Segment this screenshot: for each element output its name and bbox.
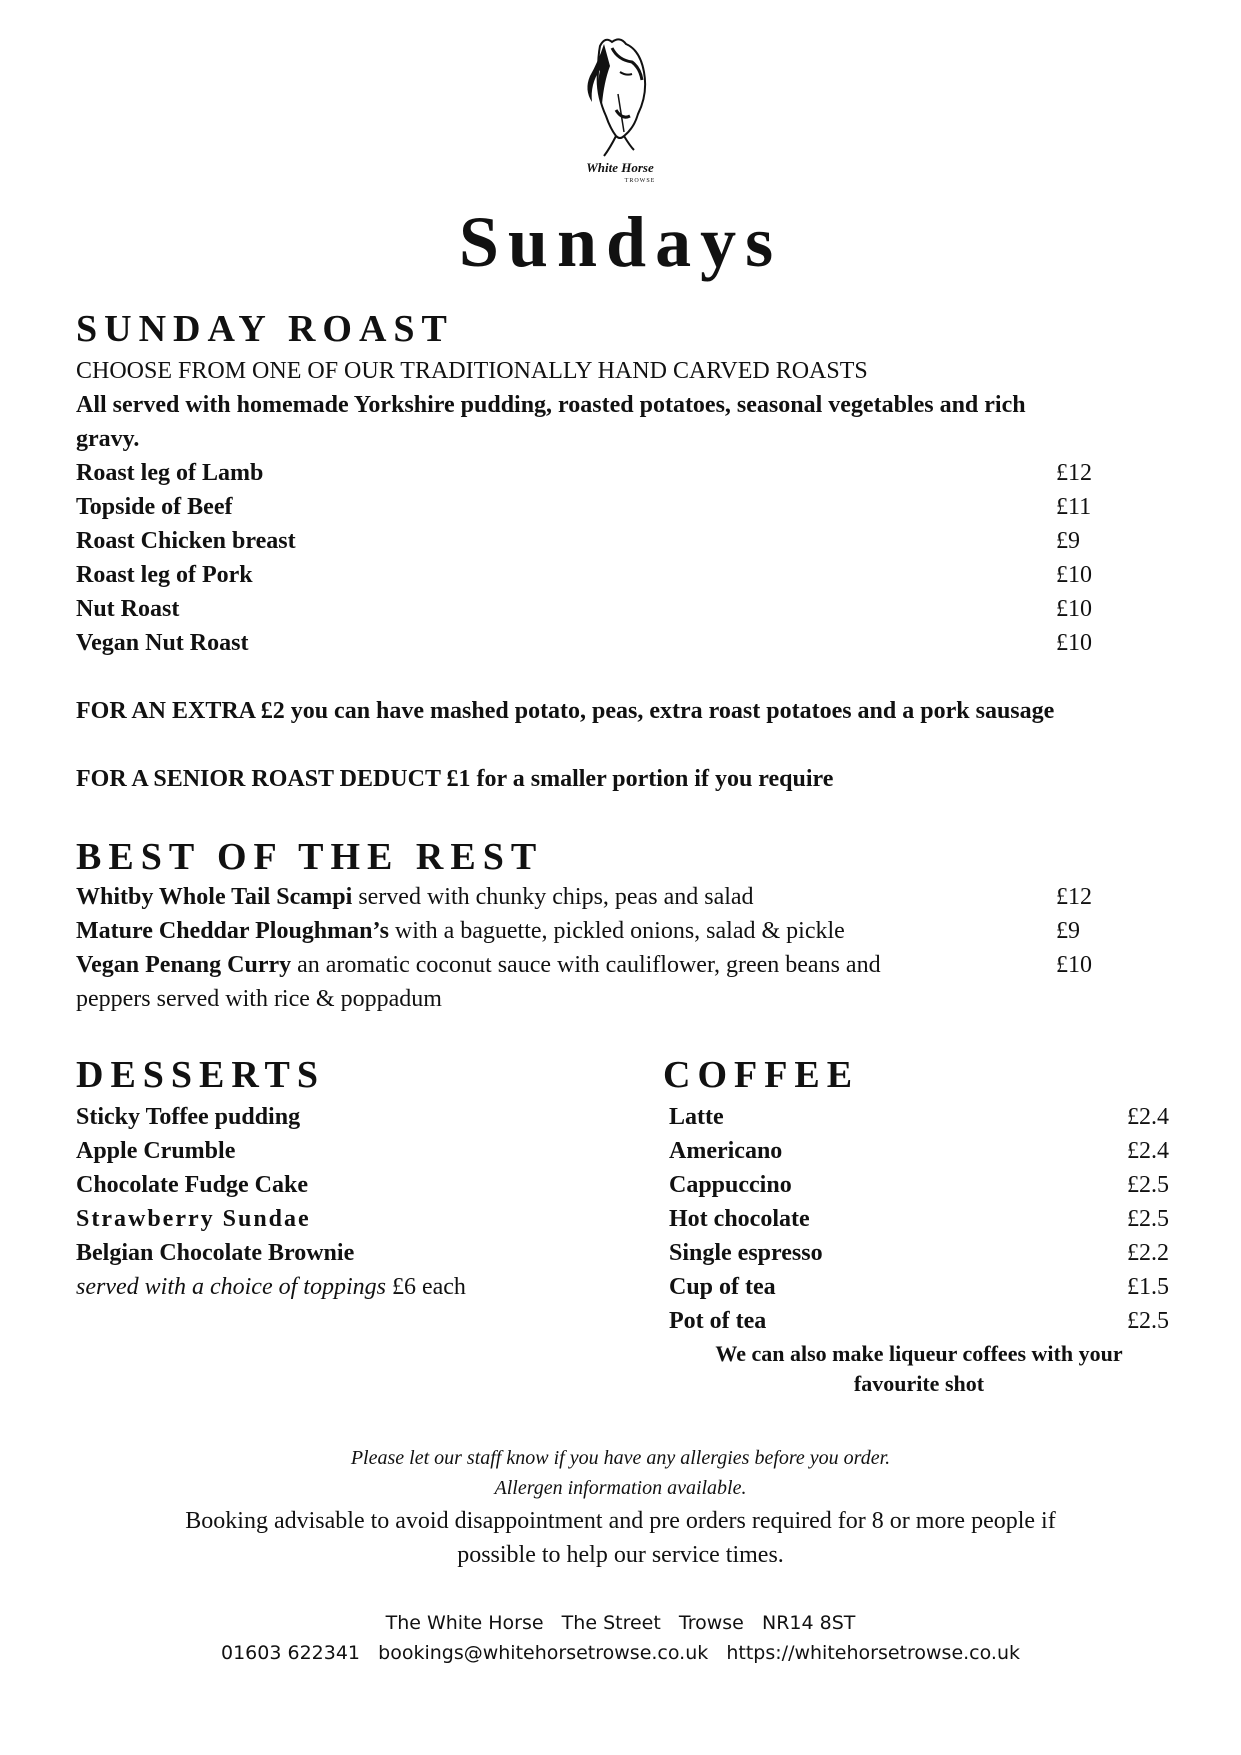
rest-item-name: Vegan Penang Curry [76, 952, 292, 978]
roast-item [76, 456, 1096, 490]
coffee-item-price: £2.5 [1127, 1206, 1169, 1232]
coffee-item [669, 1202, 1169, 1236]
coffee-item-price: £1.5 [1127, 1274, 1169, 1300]
coffee-note-line-1: We can also make liqueur coffees with your [715, 1341, 1123, 1366]
coffee-item-price: £2.2 [1127, 1240, 1169, 1266]
coffee-item [669, 1168, 1169, 1202]
roast-item [76, 524, 1096, 558]
roast-subheading: CHOOSE FROM ONE OF OUR TRADITIONALLY HAND CARVED ROASTS [76, 358, 868, 384]
coffee-item [669, 1236, 1169, 1270]
coffee-heading: COFFEE [663, 1054, 860, 1096]
roast-item [76, 490, 1096, 524]
roast-desc-1: All served with homemade Yorkshire pudding, roasted potatoes, seasonal vegetables and rich [76, 392, 1026, 418]
rest-item-desc: with a baguette, pickled onions, salad & pickle [388, 918, 845, 944]
coffee-item-price: £2.5 [1127, 1172, 1169, 1198]
coffee-item-name: Single espresso [669, 1240, 823, 1266]
coffee-item [669, 1100, 1169, 1134]
dessert-item: Strawberry Sundae [76, 1206, 311, 1232]
coffee-item-name: Cup of tea [669, 1274, 776, 1300]
allergy-line-2: Allergen information available. [494, 1477, 747, 1499]
rest-item-name: Mature Cheddar Ploughman’s [76, 918, 389, 944]
allergy-line-1: Please let our staff know if you have any allergies before you order. [350, 1447, 891, 1469]
rest-item [76, 948, 1096, 982]
logo-name: White Horse [586, 160, 654, 175]
page-title: Sundays [458, 202, 783, 282]
coffee-item-name: Cappuccino [669, 1172, 792, 1198]
dessert-note [76, 1270, 466, 1304]
coffee-item-name: Pot of tea [669, 1308, 767, 1334]
rest-item-name: Whitby Whole Tail Scampi [76, 884, 353, 910]
horse-head-icon [560, 32, 680, 172]
roast-extra-note: FOR AN EXTRA £2 you can have mashed potato, peas, extra roast potatoes and a pork sausage [76, 698, 1055, 724]
logo [560, 32, 680, 192]
rest-item [76, 880, 1096, 914]
dessert-item: Belgian Chocolate Brownie [76, 1240, 355, 1266]
roast-item-name: Roast Chicken breast [76, 528, 296, 554]
dessert-item: Apple Crumble [76, 1138, 236, 1164]
coffee-item-price: £2.4 [1127, 1138, 1169, 1164]
roast-senior-note: FOR A SENIOR ROAST DEDUCT £1 for a smaller portion if you require [76, 766, 834, 792]
roast-item-price: £11 [1056, 494, 1092, 520]
rest-item-price: £9 [1056, 918, 1080, 944]
coffee-item-price: £2.4 [1127, 1104, 1169, 1130]
roast-desc-2: gravy. [76, 426, 140, 452]
rest-item-price: £10 [1056, 952, 1092, 978]
roast-item [76, 626, 1096, 660]
coffee-note [669, 1339, 1169, 1399]
coffee-item [669, 1304, 1169, 1338]
booking-note [0, 1504, 1241, 1572]
coffee-note-line-2: favourite shot [853, 1371, 985, 1396]
booking-line-2: possible to help our service times. [457, 1542, 784, 1568]
roast-item [76, 592, 1096, 626]
coffee-item-name: Americano [669, 1138, 783, 1164]
roast-item-name: Nut Roast [76, 596, 180, 622]
roast-item-price: £12 [1056, 460, 1092, 486]
rest-item-desc-cont: peppers served with rice & poppadum [76, 986, 442, 1012]
logo-sub: TROWSE [624, 178, 656, 184]
coffee-item [669, 1270, 1169, 1304]
rest-item [76, 914, 1096, 948]
roast-item-name: Roast leg of Lamb [76, 460, 264, 486]
dessert-item: Chocolate Fudge Cake [76, 1172, 308, 1198]
sunday-roast-heading: SUNDAY ROAST [76, 308, 454, 350]
coffee-item [669, 1134, 1169, 1168]
allergy-note [0, 1443, 1241, 1503]
roast-item-price: £10 [1056, 596, 1092, 622]
roast-item-price: £10 [1056, 630, 1092, 656]
roast-item [76, 558, 1096, 592]
rest-item-desc: served with chunky chips, peas and salad [352, 884, 754, 910]
footer-address: The White Horse The Street Trowse NR14 8ST [385, 1612, 856, 1634]
rest-item-price: £12 [1056, 884, 1092, 910]
roast-item-name: Vegan Nut Roast [76, 630, 249, 656]
roast-item-price: £10 [1056, 562, 1092, 588]
dessert-note-text: served with a choice of toppings [76, 1274, 386, 1300]
best-of-rest-heading: BEST OF THE REST [76, 836, 544, 878]
coffee-item-name: Latte [669, 1104, 724, 1130]
dessert-note-price: £6 each [385, 1274, 466, 1300]
coffee-item-price: £2.5 [1127, 1308, 1169, 1334]
booking-line-1: Booking advisable to avoid disappointment and pre orders required for 8 or more people if [185, 1508, 1056, 1534]
roast-item-name: Topside of Beef [76, 494, 233, 520]
rest-item-desc: an aromatic coconut sauce with cauliflower, green beans and [291, 952, 881, 978]
roast-item-price: £9 [1056, 528, 1080, 554]
footer-contact: 01603 622341 bookings@whitehorsetrowse.co.uk https://whitehorsetrowse.co.uk [221, 1642, 1020, 1664]
desserts-heading: DESSERTS [76, 1054, 325, 1096]
dessert-item: Sticky Toffee pudding [76, 1104, 301, 1130]
roast-item-name: Roast leg of Pork [76, 562, 253, 588]
coffee-item-name: Hot chocolate [669, 1206, 810, 1232]
